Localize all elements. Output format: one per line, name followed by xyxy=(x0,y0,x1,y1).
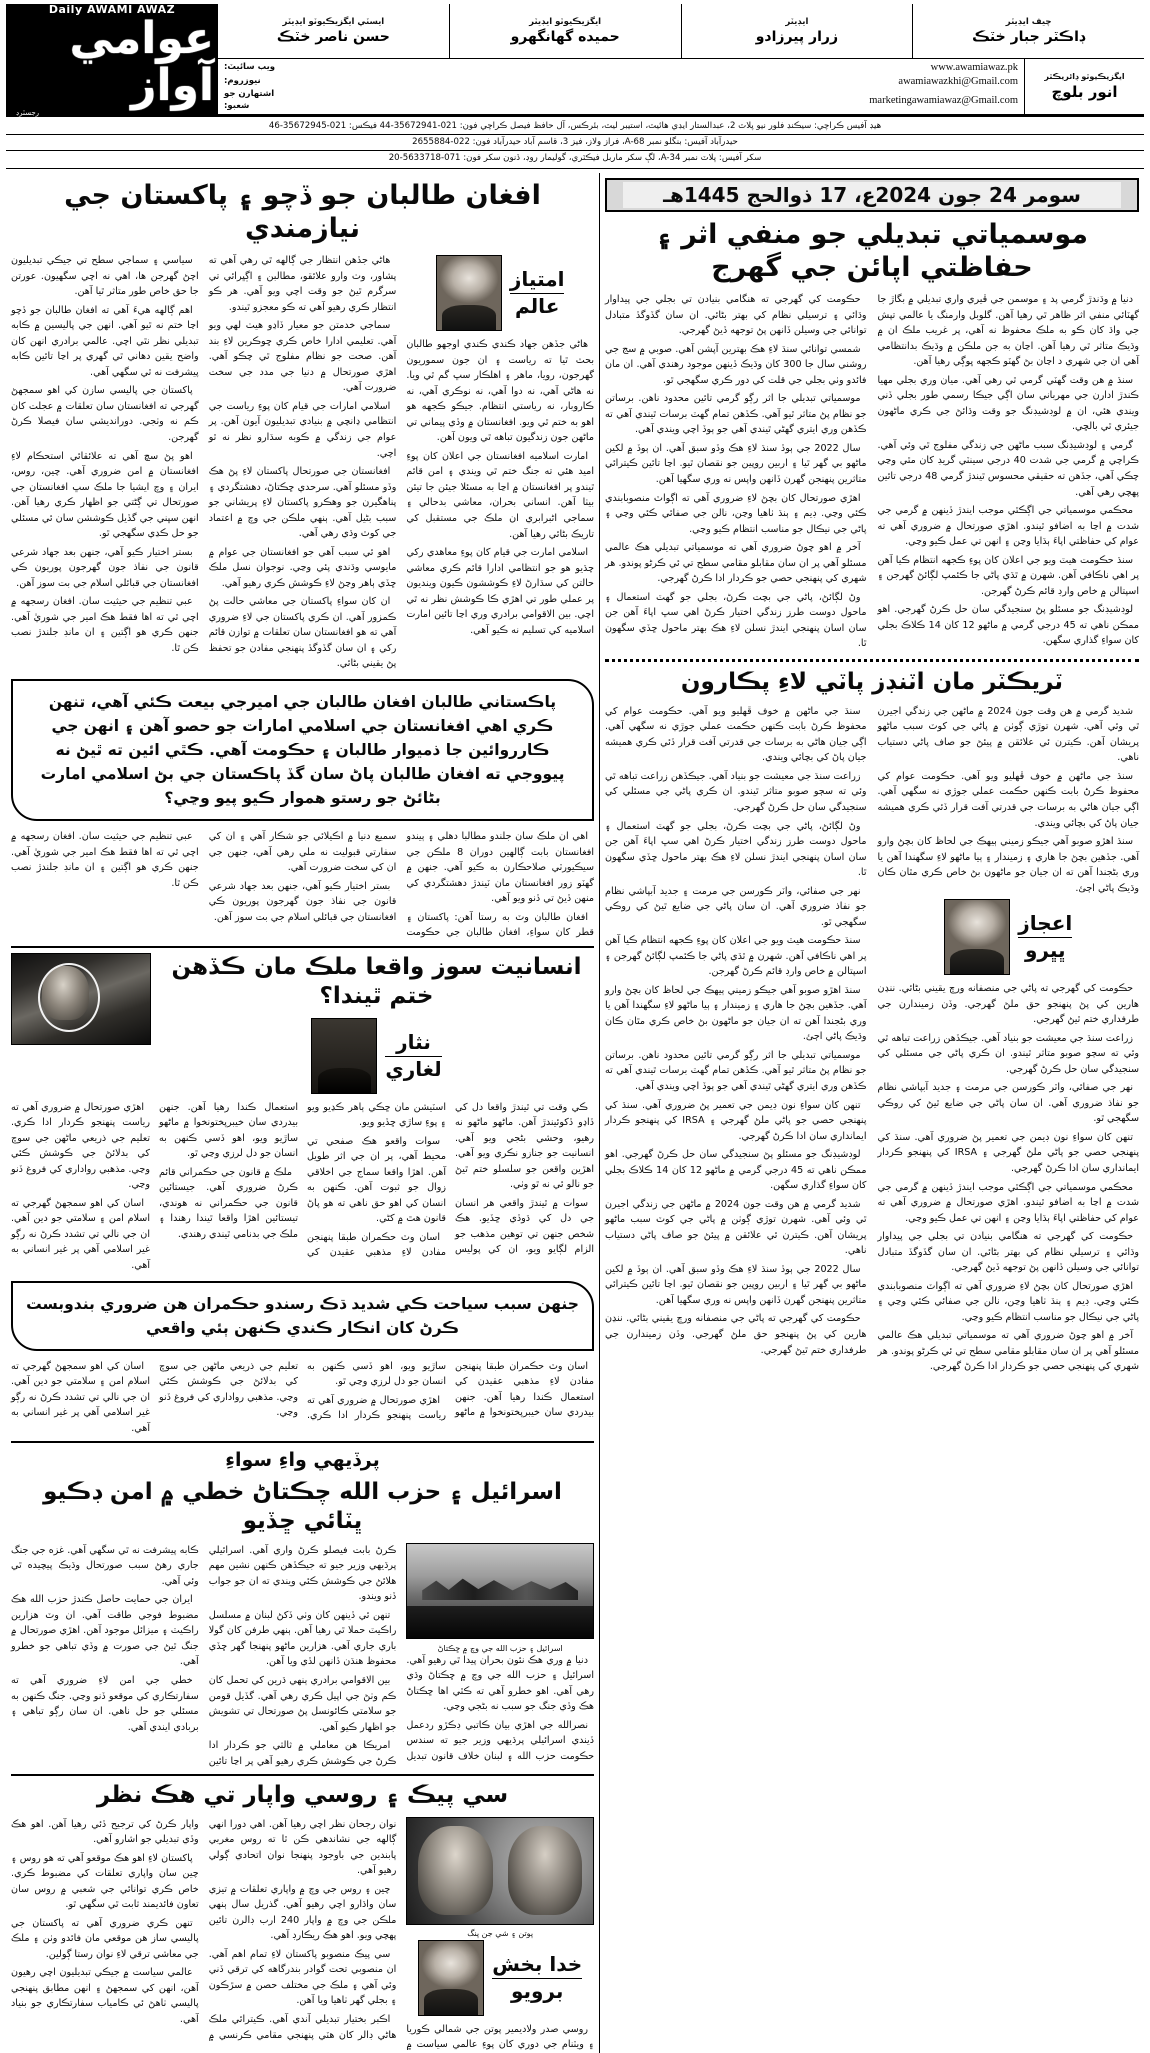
cpec-headline: سي پيڪ ۽ روسي واپار تي هڪ نظر xyxy=(96,1782,509,1809)
paragraph: اسان کي اهو سمجهڻ گهرجي ته اسلام امن ۽ سلامتي جو دين آهي. ان جي نالي تي تشدد ڪرڻ نه رڳو غير اسلامي آهي پر غير انساني به آهي. xyxy=(11,1197,150,1271)
paragraph: گرمي ۽ لوڊشيڊنگ سبب ماڻهن جي زندگي مفلوج ٿي وئي آهي. ڪراچي ۾ گرمي جي شدت 40 درجي سينٽي گريڊ کان مٿي وڃي چڪي آهي، جڏهن ته حقيقي محسوس ٿيندڙ گرمي 48 درجي تائين پهچي رهي آهي. xyxy=(877,439,1139,498)
paragraph: اسان کي اهو سمجهڻ گهرجي ته اسلام امن ۽ سلامتي جو دين آهي. ان جي نالي تي تشدد ڪرڻ نه رڳو غير اسلامي آهي پر غير انساني به آهي. xyxy=(11,1360,150,1434)
paragraph: سال 2022 جي ٻوڏ سنڌ لاءِ هڪ وڏو سبق آهي. ان ٻوڏ ۾ لکين ماڻهو بي گهر ٿيا ۽ اربين روپين جو نقصان ٿيو. اڃا تائين ڪيترائي متاثرين پنهنجن گهرن ڏانهن واپس نه وري سگهيا آهن. xyxy=(605,1263,867,1306)
logo-registered-mark: رجسٽرڊ xyxy=(16,108,40,117)
paragraph: اهو پڻ سچ آهي ته علائقائي استحڪام لاءِ افغانستان ۾ امن ضروري آهي. چين، روس، ايران ۽ وچ ايشيا جا ملڪ سڀ افغانستان جي صورتحال تي ڳڻتي جو اظهار ڪري رهيا آهن. انهن سڀني جي گڏيل ڪوششن سان ئي مسئلي جو حل ڪڍي سگهجي ٿو. xyxy=(11,450,199,540)
paragraph: آخر ۾ اهو چوڻ ضروري آهي ته موسمياتي تبديلي هڪ عالمي مسئلو آهي پر ان سان مقابلو مقامي سطح تي ئي ڪرڻو پوندو. هر شهري کي پنهنجي حصي جو ڪردار ادا ڪرڻ گهرجي. xyxy=(605,542,867,585)
humanity-body xyxy=(11,1100,594,1274)
paragraph: اهڙي صورتحال کان بچڻ لاءِ ضروري آهي ته اڳواٽ منصوبابندي ڪئي وڃي. ڊيم ۽ ٻنڌ ٺاهيا وڃن، نالن جي صفائي ڪئي وڃي ۽ پاڻي جي نيڪال جو مناسب انتظام ڪيو وڃي. xyxy=(605,492,867,535)
author-photo xyxy=(944,899,1010,975)
staff-role: ايڊيٽر xyxy=(785,17,809,27)
staff-role: ايگزيڪيوٽو ايڊيٽر xyxy=(529,17,602,27)
paragraph: لوڊشيڊنگ جو مسئلو پڻ سنجيدگي سان حل ڪرڻ گهرجي. اهو ممڪن ناهي ته 45 درجي گرمي ۾ ماڻهو 12 کان 14 ڪلاڪ بجلي کان سواءِ گذاري سگهن. xyxy=(877,604,1139,647)
cpec-body xyxy=(11,1817,594,2053)
humanity-byline xyxy=(159,1018,594,1094)
address-hyderabad: حيدرآباد آفيس: بنگلو نمبر A-68، فراز ولاز، فيز 3، قاسم آباد حيدرآباد فون: 022-2655884 xyxy=(6,135,1144,151)
humanity-body-2 xyxy=(11,1359,594,1437)
paragraph: تنهن ئي ڏينهن کان وٺي ڏکڻ لبنان ۾ مسلسل راڪيٽ حملا ٿي رهيا آهن. ٻنهي طرفن کان گولا باري جاري آهي. هزارين ماڻهو پنهنجا گهر ڇڏي محفوظ هنڌن ڏانهن لڏي ويا آهن. xyxy=(208,1609,397,1668)
paragraph: اسان وٽ حڪمران طبقا پنهنجن مفادن لاءِ مذهبي عقيدن کي استعمال ڪندا رهيا آهن. جنهن بيدردي سان خيبرپختونخوا ۾ ماڻهو ساڙيو ويو، اهو ڏسي ڪنهن به انسان جو دل لرزي وڃي ٿو. xyxy=(159,1101,446,1259)
author-photo xyxy=(311,1018,377,1094)
paragraph: سوات ۾ ٿيندڙ واقعي هر انسان جي دل کي ڌوڏي ڇڏيو. هڪ شخص جنهن تي توهين مذهب جو الزام لڳايو ويو، ان کي پوليس اسٽيشن مان ڇڪي ٻاهر ڪڍيو ويو ۽ پوءِ ساڙي ڇڏيو ويو. xyxy=(307,1101,594,1256)
paragraph: سنڌ جي ماڻهن ۾ خوف ڦهليو ويو آهي. حڪومت عوام کي محفوظ ڪرڻ بابت ڪنهن حڪمت عملي جوڙي نه سگهي آهي. اڳي جيان هاڻي به برسات جي قدرتي آفت قرار ڏئي ڪري هميشه جيان پاڻ کي بچائي ويندي. xyxy=(605,705,867,764)
paragraph: عبي تنظيم جي حيثيت سان. افغان رسجهه ۾ اچي ٿي ته اها فقط هڪ امير جي شوريٰ آهي. جنهن ڪري هو اڳتين ۽ ان مانڊ جلندڙ نصب ڪن ٿا. xyxy=(11,596,199,654)
masthead xyxy=(6,4,1144,116)
address-sukkur: سکر آفيس: پلاٽ نمبر A-34، لڳ سکر ماربل فيڪٽري، گوليمار روڊ، ڏنون سکر فون: 071-5633718-20 xyxy=(388,152,762,163)
staff-role: ايگزيڪيوٽو ڊائريڪٽر xyxy=(1044,72,1125,81)
author-last-name: برويو xyxy=(510,1978,564,2003)
paragraph: خطي جي امن لاءِ ضروري آهي ته سفارتڪاري کي موقعو ڏنو وڃي. جنگ ڪنهن به مسئلي جو حل ناهي. ان سان رڳو تباهي ۽ بربادي ايندي آهي. xyxy=(11,1675,199,1733)
paragraph: اسلامي امارت جي قيام کان پوءِ معاهدي رکي چڌيو هو جو انتظامي ادارا قائم ڪري معاشي حالتن کي سڌارڻ لاءِ ڪوششون ڪيون وينديون پر عملي طور تي اهڙي ڪا ڪوشش نظر نه ٿي اچي. بين الاقوامي برادري وري اڃا تائين امارت اسلاميه کي تسليم نه ڪيو آهي. xyxy=(406,547,594,636)
paragraph: حڪومت کي گهرجي ته هنگامي بنيادن تي بجلي جي پيداوار وڌائي ۽ ترسيلي نظام کي بهتر بڻائي. ان سان گڏوگڏ متبادل توانائي جي وسيلن ڏانهن پڻ توجهه ڏيڻ گهرجي. xyxy=(877,1231,1139,1274)
paragraph: اهي ان ملڪ سان جلندو مطالبا دهلي ۽ ٻيندو افغانستان بابت ڳالهين دوران 8 ملڪن جي سيڪيورٽي صلاحڪارن به ڪيو آهي. جنهن ۾ گهٽو زور افغانستان مان ٽيندڙ دهشتگردي کي منهن ڏيڻ تي ڏنو ويو آهي. xyxy=(406,831,594,905)
author-name xyxy=(1018,911,1072,963)
date-text: سومر 24 جون 2024ع، 17 ذوالحج 1445هـ xyxy=(623,182,1121,208)
author-name xyxy=(510,267,565,319)
paragraph: نهر جي صفائي، واٽر ڪورسن جي مرمت ۽ جديد آبپاشي نظام جو نفاذ ضروري آهي. ان سان پاڻي جي ضايع ٿيڻ کي روڪي سگهجي ٿو. xyxy=(605,885,867,928)
paragraph: شمسي توانائي سنڌ لاءِ هڪ بهترين آپشن آهي. صوبي ۾ سج جي روشني سال جا 300 کان وڌيڪ ڏينهن موجود رهندي آهي. ان مان فائدو وٺي بجلي جي قلت کي دور ڪري سگهجي ٿو. xyxy=(605,343,867,386)
paragraph: سنڌ اهڙو صوبو آهي جيڪو زميني ٻيهڪ جي لحاظ کان بچڻ وارو آهي. جڏهين بچڻ جا هاري ۽ زميندار ۽ ٻيا ماڻهو لاءِ سگهندا آهن يا وري بڻجندا آهن ته ان جيان جو ماڻهون بڻ خاص ڪري مٿان ڪان وڌيڪ پاڻي اڄئ. xyxy=(877,836,1139,894)
article-afghan xyxy=(11,179,594,941)
paragraph: سوات واقعو هڪ صفحي تي محيط آهي، پر ان جي اثر طويل آهن. اهڙا واقعا سماج جي اخلاقي زوال جو ثبوت آهن. ڪنهن به انسان کي اهو حق ناهي ته هو پاڻ قانون هٿ ۾ کڻي. xyxy=(307,1135,446,1225)
paragraph: سي پيڪ منصوبو پاکستان لاءِ تمام اهم آهي. ان منصوبي تحت گوادر بندرگاهه کي ترقي ڏني وئي آهي ۽ ملڪ جي مختلف حصن ۾ سڙڪون ۽ بجلي گهر ٺاهيا ويا آهن. xyxy=(208,1948,397,2007)
section-divider xyxy=(605,659,1139,662)
paragraph: پاکستان جي پاليسي سازن کي اهو سمجهڻ گهرجي ته افغانستان سان تعلقات ۾ عجلت کان ڪم نه وٺجي. دورانديشي سان فيصلا ڪرڻ گهرجن. xyxy=(11,385,199,444)
staff-assistant-executive-editor xyxy=(218,4,449,58)
masthead-staff-block xyxy=(218,4,1144,114)
tractor-headline: ٽريڪٽر مان اٽنڊز پاٽي لاءِ پڪارون xyxy=(680,669,1064,696)
paragraph: ان کان سواءِ پاکستان جي معاشي حالت پڻ ڪمزور آهي. ان ڪري پاکستان جي لاءِ ضروري آهي ته هو افغانستان سان تعلقات ۾ توازن قائم رکي ۽ ان سان گڏوگڏ پنهنجي مفادن جو تحفظ پڻ يقيني بڻائي. xyxy=(208,596,397,670)
humanity-head-area xyxy=(11,953,594,1100)
ads-email[interactable]: marketingawamiawaz@Gmail.com xyxy=(869,94,1018,106)
paragraph: وڻ لڳائڻ، پاڻي جي بچت ڪرڻ، بجلي جو گهٽ استعمال ۽ ماحول دوست طرز زندگي اختيار ڪرڻ اهي سڀ اپاءَ آهن جن سان اسان پنهنجي ايندڙ نسلن لاءِ هڪ بهتر ماحول ڇڏي سگهون ٿا. xyxy=(605,591,867,650)
staff-row xyxy=(218,4,1144,59)
right-column xyxy=(599,173,1144,2053)
cpec-photo xyxy=(406,1817,594,1925)
staff-executive-director xyxy=(1024,59,1144,114)
paragraph: سماجي خدمتن جو معيار ڏاڍو هيٺ لهي ويو آهي. تعليمي ادارا خاص ڪري ڇوڪرين لاءِ بند آهن. صحت جو نظام مفلوج ٿي چڪو آهي. اهڙي صورتحال ۾ دنيا جي مدد جي سخت ضرورت آهي. xyxy=(208,320,397,394)
paragraph: موسمياتي تبديلي جا اثر رڳو گرمي تائين محدود ناهن. برساتن جو نظام پڻ متاثر ٿيو آهي. ڪڏهن تمام گهٽ برسات ٿيندي آهي ته ڪڏهن وري ايتري گهڻي ٿيندي آهي جو ٻوڏ اچي ويندي آهي. xyxy=(605,393,867,436)
paragraph: حڪومت کي گهرجي ته هنگامي بنيادن تي بجلي جي پيداوار وڌائي ۽ ترسيلي نظام کي بهتر بڻائي. ان سان گڏوگڏ متبادل توانائي جي وسيلن ڏانهن پڻ توجهه ڏيڻ گهرجي. xyxy=(605,294,867,337)
afghan-body-bottom xyxy=(11,829,594,941)
section-divider xyxy=(11,1774,594,1776)
author-last-name: عالم xyxy=(514,294,560,319)
website-url[interactable]: www.awamiawaz.pk xyxy=(930,61,1018,73)
author-photo xyxy=(436,255,502,331)
paragraph: اسلامي امارات جي قيام کان پوءِ رياست جي انتظامي ڍانچي ۾ بنيادي تبديليون آيون آهن. پر عوام جي زندگي ۾ ڪوبه سڌارو نظر نه ٿو اچي. xyxy=(208,400,397,459)
contact-label: نيوزروم: xyxy=(224,76,261,87)
contact-label: ويب سائيٽ: xyxy=(224,62,276,73)
office-addresses xyxy=(6,116,1144,169)
paragraph: وڻ لڳائڻ، پاڻي جي بچت ڪرڻ، بجلي جو گهٽ استعمال ۽ ماحول دوست طرز زندگي اختيار ڪرڻ اهي سڀ اپاءَ آهن جن سان اسان پنهنجي ايندڙ نسلن لاءِ هڪ بهتر ماحول ڇڏي سگهون ٿا. xyxy=(605,820,867,879)
climate-body xyxy=(605,292,1139,653)
paragraph: حڪومت کي گهرجي ته پاڻي جي منصفانه ورڇ يقيني بڻائي. ننڍن هارين کي پڻ پنهنجو حق ملڻ گهرجي. وڏن زميندارن جي طرفداري ختم ٿيڻ گهرجي. xyxy=(605,1313,867,1356)
paragraph: سنڌ اهڙو صوبو آهي جيڪو زميني ٻيهڪ جي لحاظ کان بچڻ وارو آهي. جڏهين بچڻ جا هاري ۽ زميندار ۽ ٻيا ماڻهو لاءِ سگهندا آهن يا وري بڻجندا آهن ته ان جيان جو ماڻهون بڻ خاص ڪري مٿان ڪان وڌيڪ پاڻي اڄئ. xyxy=(605,984,867,1043)
paragraph: زراعت سنڌ جي معيشت جو بنياد آهي. جيڪڏهن زراعت تباهه ٿي وئي ته سڄو صوبو متاثر ٿيندو. ان ڪري پاڻي جي مسئلي کي سنجيدگي سان حل ڪرڻ گهرجي. xyxy=(877,1032,1139,1075)
paragraph: روسي صدر ولاديمير پوتن جي شمالي ڪوريا ۽ ويٽنام جي دوري کان پوءِ عالمي سياست ۾ نوان رجحان نظر اچي رهيا آهن. اهي دورا انهي ڳالهه جي نشاندهي ڪن ٿا ته روس مغربي پابندين جي باوجود پنهنجا نوان اتحادي ڳولي رهيو آهي. xyxy=(208,1818,594,2051)
staff-name: ڊاڪٽر جبار خٽڪ xyxy=(972,29,1086,45)
paragraph: شديد گرمي ۾ هن وقت جون 2024 ۾ ماڻهن جي زندگي اجيرن ٿي وئي آهي. شهرن توڙي ڳوٺن ۾ پاڻي جي کوٽ سبب ماڻهو پريشان آهن. ڪيترن ئي علائقن ۾ پيئڻ جو صاف پاڻي دستياب ناهي. xyxy=(877,705,1139,764)
newsroom-email[interactable]: awamiawazkhi@Gmail.com xyxy=(898,76,1018,88)
paragraph: سنڌ حڪومت هيٽ ويو جي اعلان کان پوءِ ڪجهه انتظام ڪيا آهن پر اهي ناڪافي آهن. شهرن ۾ ٿڌي پاڻي جا ڪئمپ لڳائڻ گهرجن ۽ اسپتالن ۾ خاص وارڊ قائم ڪرڻ گهرجن. xyxy=(605,935,867,978)
paragraph: آخر ۾ اهو چوڻ ضروري آهي ته موسمياتي تبديلي هڪ عالمي مسئلو آهي پر ان سان مقابلو مقامي سطح تي ئي ڪرڻو پوندو. هر شهري کي پنهنجي حصي جو ڪردار ادا ڪرڻ گهرجي. xyxy=(877,1330,1139,1373)
paragraph: سنڌ ۾ هن وقت گهٽي گرمي ٿي رهي آهي. ميان وري بجلي مهيا ڪندڙ ادارن جي مهرباني سان اڳي جيڪا رسمي طور بجلي ڏني ويندي هئي، ان ۾ لوڊشيڊنگ جو وقت وڌائڻ جي ڪري ماڻهون جيئري ٿي بالڇي. xyxy=(877,374,1139,433)
paragraph: حڪومت کي گهرجي ته پاڻي جي منصفانه ورڇ يقيني بڻائي. ننڍن هارين کي پڻ پنهنجو حق ملڻ گهرجي. وڏن زميندارن جي طرفداري ختم ٿيڻ گهرجي. xyxy=(877,983,1139,1026)
left-column xyxy=(6,173,599,2053)
paragraph: هاڻي جڏهن انتظار جي ڳالهه ٿي رهي آهي ته پشاور، وٺ وارو علائقو، مطالبن ۽ اڳڀرائي تي سرگرم ٿيڻ جو وقت اچي ويو آهي. هر ڪو انتظار ڪري رهيو آهي ته ڪو معجزو ٿيندو. xyxy=(208,255,397,313)
author-photo xyxy=(418,1940,484,2016)
article-tractor xyxy=(605,668,1139,1375)
paragraph: موسمياتي تبديلي جا اثر رڳو گرمي تائين محدود ناهن. برساتن جو نظام پڻ متاثر ٿيو آهي. ڪڏهن تمام گهٽ برسات ٿيندي آهي ته ڪڏهن وري ايتري گهڻي ٿيندي آهي جو ٻوڏ اچي ويندي آهي. xyxy=(605,1049,867,1093)
paragraph: امارت اسلاميه افغانستان جي اعلان کان پوءِ اميد هئي ته جنگ ختم ٿي ويندي ۽ امن قائم ٿيندو پر افغانستان ۾ اڃا به مسئلا جيئن جا تيئن بيٺا آهن. انساني بحران، معاشي بدحالي ۽ سماجي اڻبرابري ان ملڪ جي مستقبل کي تاريڪ بڻائي رهيا آهن. xyxy=(406,450,594,540)
israel-kicker: پرڏيهي واءِ سواءِ xyxy=(225,1449,380,1472)
paragraph: محڪمي موسمياتي جي اڳڪٿي موجب ايندڙ ڏينهن ۾ گرمي جي شدت ۾ اڃا به اضافو ٿيندو. اهڙي صورتحال ۾ ضروري آهي ته عوام کي حفاظتي اپاءَ ٻڌايا وڃن ۽ انهن تي عمل ڪيو وڃي. xyxy=(877,505,1139,548)
paragraph: نهر جي صفائي، واٽر ڪورسن جي مرمت ۽ جديد آبپاشي نظام جو نفاذ ضروري آهي. ان سان پاڻي جي ضايع ٿيڻ کي روڪي سگهجي ٿو. xyxy=(877,1082,1139,1125)
staff-executive-editor xyxy=(449,4,681,58)
logo-sindhi-text: عوامي آواز xyxy=(69,13,214,111)
paragraph: محڪمي موسمياتي جي اڳڪٿي موجب ايندڙ ڏينهن ۾ گرمي جي شدت ۾ اڃا به اضافو ٿيندو. اهڙي صورتحال ۾ ضروري آهي ته عوام کي حفاظتي اپاءَ ٻڌايا وڃن ۽ انهن تي عمل ڪيو وڃي. xyxy=(877,1181,1139,1224)
page-body xyxy=(6,173,1144,2053)
newspaper-logo xyxy=(6,3,218,117)
author-first-name: امتياز xyxy=(510,267,565,294)
paragraph: اهڙي صورتحال کان بچڻ لاءِ ضروري آهي ته اڳواٽ منصوبابندي ڪئي وڃي. ڊيم ۽ ٻنڌ ٺاهيا وڃن، نالن جي صفائي ڪئي وڃي ۽ پاڻي جي نيڪال جو مناسب انتظام ڪيو وڃي. xyxy=(877,1280,1139,1323)
paragraph: اهڙي صورتحال ۾ ضروري آهي ته رياست پنهنجو ڪردار ادا ڪري. تعليم جي ذريعي ماڻهن جي سوچ کي بدلائڻ جي ڪوشش ڪئي وڃي. مذهبي رواداري کي فروغ ڏنو وڃي. xyxy=(159,1360,446,1422)
logo-english-text: Daily AWAMI AWAZ xyxy=(48,3,176,17)
contact-lines xyxy=(218,59,1024,114)
israel-photo-caption: اسرائيل ۽ حزب الله جي وچ ۾ ڇڪتاڻ xyxy=(437,1643,563,1653)
paragraph: سال 2022 جي ٻوڏ سنڌ لاءِ هڪ وڏو سبق آهي. ان ٻوڏ ۾ لکين ماڻهو بي گهر ٿيا ۽ اربين روپين جو نقصان ٿيو. اڃا تائين ڪيترائي متاثرين پنهنجن گهرن ڏانهن واپس نه وري سگهيا آهن. xyxy=(605,442,867,486)
paragraph: افغان طالبان وٽ به رستا آهن: پاکستان ۽ قطر کان سواءِ، افغان طالبان جي حڪومت سميع دنيا ۾ اڪيلائي جو شڪار آهي ۽ ان کي سفارتي قبوليت نه ملي رهي آهي، جنهن جي ان کي سخت ضرورت آهي. xyxy=(208,831,594,939)
staff-name: حميده گهانگهرو xyxy=(510,29,620,45)
afghan-body-top xyxy=(11,253,594,672)
article-cpec xyxy=(11,1781,594,2053)
afghan-byline xyxy=(406,255,594,331)
paragraph: اڪبر بختيار تبديلي آندي آهي. ڪيترائي ملڪ هاڻي ڊالر کان هٽي پنهنجي مقامي ڪرنسي ۾ واپار ڪرڻ کي ترجيح ڏئي رهيا آهن. اهو هڪ وڏي تبديلي جو اشارو آهي. xyxy=(11,1818,397,2041)
paragraph: سنڌ جي ماڻهن ۾ خوف ڦهليو ويو آهي. حڪومت عوام کي محفوظ ڪرڻ بابت ڪنهن حڪمت عملي جوڙي نه سگهي آهي. اڳي جيان هاڻي به برسات جي قدرتي آفت قرار ڏئي ڪري هميشه جيان پاڻ کي بچائي ويندي. xyxy=(877,770,1139,829)
paragraph: ايران جي حمايت حاصل ڪندڙ حزب الله هڪ مضبوط فوجي طاقت آهي. ان وٽ هزارين راڪيٽ ۽ ميزائل موجود آهن. اهڙي صورتحال ۾ جنگ ٿيڻ جي صورت ۾ وڏي تباهي جو خطرو آهي. xyxy=(11,1594,199,1668)
contact-website xyxy=(224,61,1018,75)
author-last-name: لغاري xyxy=(385,1056,442,1081)
cpec-photo-caption: پوتن ۽ شي جن پنگ xyxy=(467,1928,534,1938)
paragraph: دنيا ۾ وڌندڙ گرمي پد ۽ موسمن جي ڦيري واري تبديلي ۾ بگاڙ جا گهٽائي منفي اثر ظاهر ٿي رهيا آهن. گلوبل وارمنگ يا عالمي تپش جي واڌ کان ڪو به ملڪ محفوظ نه آهي، پر غريب ملڪ ان ۾ وڌيڪ متاثر ٿي رهيا آهن. اڃان به جن ملڪن ۾ وڌيڪ بدانتظامي آهي ان جي شهري د اڃان بڻ گهٽو ڪجهه ڀوڳي رهيا آهن. xyxy=(877,294,1139,368)
tractor-body xyxy=(605,704,1139,1375)
paragraph: پاکستان لاءِ اهو هڪ موقعو آهي ته هو روس ۽ چين سان واپاري تعلقات کي مضبوط ڪري. خاص ڪري توانائي جي شعبي ۾ روس سان تعاون فائديمند ثابت ٿي سگهي ٿو. xyxy=(11,1852,199,1911)
paragraph: امريڪا هن معاملي ۾ ثالثي جو ڪردار ادا ڪرڻ جي ڪوشش ڪري رهيو آهي پر اڃا تائين ڪابه پيشرفت نه ٿي سگهي آهي. غزه جي جنگ جاري رهڻ سبب صورتحال وڌيڪ پيچيده ٿي وئي آهي. xyxy=(11,1544,397,1767)
paragraph: اسان وٽ حڪمران طبقا پنهنجن مفادن لاءِ مذهبي عقيدن کي استعمال ڪندا رهيا آهن. جنهن بيدردي سان خيبرپختونخوا ۾ ماڻهو ساڙيو ويو، اهو ڏسي ڪنهن به انسان جو دل لرزي وڃي ٿو. xyxy=(307,1360,594,1419)
paragraph: ملڪ ۾ قانون جي حڪمراني قائم ڪرڻ ضروري آهي. جيستائين قانون جي حڪمراني نه هوندي، تيستائين اهڙا واقعا ٿيندا رهندا ۽ ملڪ جي بدنامي ٿيندي رهندي. xyxy=(159,1166,298,1240)
paragraph: سياسي ۽ سماجي سطح تي جيڪي تبديليون اچڻ گهرجن ها، اهي نه اچي سگهيون. عورتن جا حق خاص طور متاثر ٿيا آهن. xyxy=(11,255,199,298)
staff-role: چيف ايڊيٽر xyxy=(1005,17,1052,27)
paragraph: تنهن کان سواءِ نون ڊيمن جي تعمير پڻ ضروري آهي. سنڌ کي پنهنجي حصي جو پاڻي ملڻ گهرجي ۽ IRSA کي پنهنجو ڪردار ايمانداري سان ادا ڪرڻ گهرجي. xyxy=(605,1099,867,1142)
staff-role: ايسٽي ايگزيڪيوٽو ايڊيٽر xyxy=(282,17,385,27)
paragraph: اهڙي صورتحال ۾ ضروري آهي ته رياست پنهنجو ڪردار ادا ڪري. تعليم جي ذريعي ماڻهن جي سوچ کي بدلائڻ جي ڪوشش ڪئي وڃي. مذهبي رواداري کي فروغ ڏنو وڃي. xyxy=(11,1101,150,1191)
climate-headline: موسمياتي تبديلي جو منفي اثر ۽ حفاظتي اپائن جي گهرج xyxy=(655,218,1089,284)
humanity-photo xyxy=(11,953,151,1045)
paragraph: شديد گرمي ۾ هن وقت جون 2024 ۾ ماڻهن جي زندگي اجيرن ٿي وئي آهي. شهرن توڙي ڳوٺن ۾ پاڻي جي کوٽ سبب ماڻهو پريشان آهن. ڪيترن ئي علائقن ۾ پيئڻ جو صاف پاڻي دستياب ناهي. xyxy=(605,1198,867,1257)
author-last-name: ڀڀرو xyxy=(1024,938,1066,963)
paragraph: بستر اختيار ڪيو آهي، جنهن بعد جهاد شرعي قانون جي نفاذ جون گهرجون پوريون ڪي افغانستان جي قبائلي اسلام جي بت سوز آهن. xyxy=(11,546,199,589)
paragraph: ڪي وقت تي ٿيندڙ واقعا دل کي ڏاڍو ڏکوئيندڙ آهن. ماڻهو ماڻهو نه رهيو، وحشي بڻجي ويو آهي. انسانيت جو جنازو نڪري ويو آهي. اهڙين واقعن جو سلسلو ختم ٿيڻ جو نالو ئي نه ٿو وٺي. xyxy=(455,1101,594,1191)
paragraph: عالمي سياست ۾ جيڪي تبديليون اچي رهيون آهن، انهن کي سمجهڻ ۽ انهن مطابق پنهنجي پاليسي ٺاهڻ ئي ڪامياب سفارتڪاري جو بنياد آهي. xyxy=(11,1967,199,2025)
cpec-byline xyxy=(406,1940,594,2016)
staff-name: حسن ناصر خٽڪ xyxy=(276,29,390,45)
paragraph: سنڌ حڪومت هيٽ ويو جي اعلان کان پوءِ ڪجهه انتظام ڪيا آهن پر اهي ناڪافي آهن. شهرن ۾ ٿڌي پاڻي جا ڪئمپ لڳائڻ گهرجن ۽ اسپتالن ۾ خاص وارڊ قائم ڪرڻ گهرجن. xyxy=(877,554,1139,597)
tractor-byline xyxy=(878,899,1140,975)
israel-body xyxy=(11,1543,594,1769)
author-first-name: نثار xyxy=(385,1030,441,1057)
article-humanity xyxy=(11,953,594,1436)
israel-headline: اسرائيل ۽ حزب الله چڪتاڻ خطي ۾ امن ڊڪيو ڀٽائي ڇڏيو xyxy=(43,1478,562,1535)
contact-label: اشتهارن جو شعبو: xyxy=(224,89,275,111)
paragraph: لوڊشيڊنگ جو مسئلو پڻ سنجيدگي سان حل ڪرڻ گهرجي. اهو ممڪن ناهي ته 45 درجي گرمي ۾ ماڻهو 12 کان 14 ڪلاڪ بجلي کان سواءِ گذاري سگهن. xyxy=(605,1149,867,1192)
article-israel xyxy=(11,1448,594,1769)
paragraph: چين ۽ روس جي وچ ۾ واپاري تعلقات ۾ تيزي سان واڌارو اچي رهيو آهي. گذريل سال ٻنهي ملڪن جي وچ ۾ واپار 240 ارب ڊالرن تائين پهچي ويو. اهو هڪ ريڪارڊ آهي. xyxy=(208,1883,397,1942)
date-bar xyxy=(605,178,1139,212)
author-first-name: اعجاز xyxy=(1018,911,1072,938)
paragraph: اهم ڳالهه هيءَ آهي ته افغان طالبان جو ڏچو اڃا ختم نه ٿيو آهي. انهن جي پاليسين ۾ ڪابه تبديلي نظر نٿي اچي. عالمي برادري انهن کان واضح يقين دهاني ٿي گهري پر اڃا تائين ڪابه پيشرفت نه ٿي سگهي آهي. xyxy=(11,304,199,378)
paragraph: تنهن ڪري ضروري آهي ته پاکستان جي پاليسي ساز هن موقعي مان فائدو وٺن ۽ ملڪ جي معاشي ترقي لاءِ نوان رستا ڳولين. xyxy=(11,1917,199,1960)
article-climate xyxy=(605,218,1139,654)
author-first-name: خدا بخش xyxy=(492,1952,582,1979)
staff-name: انور بلوچ xyxy=(1051,83,1118,101)
paragraph: افغانستان جي صورتحال پاکستان لاءِ پڻ هڪ وڏو مسئلو آهي. سرحدي ڇڪتاڻ، دهشتگردي ۽ پناهگيرن جو وهڪرو پاکستان لاءِ پريشاني جو سبب بڻيل آهي. ٻنهي ملڪن جي وچ ۾ اعتماد جي کوٽ وڌي رهي آهي. xyxy=(208,466,397,540)
paragraph: عبي تنظيم جي حيثيت سان. افغان رسجهه ۾ اچي ٿي ته اها فقط هڪ امير جي شوريٰ آهي. جنهن ڪري هو اڳتين ۽ ان مانڊ جلندڙ نصب ڪن ٿا. xyxy=(11,831,199,889)
staff-name: زرار پيرزادو xyxy=(755,29,839,45)
author-name xyxy=(385,1030,441,1082)
humanity-pullquote: جنهن سبب سياحت ڪي شديد ڌڪ رسندو حڪمران هن ضروري بندوبست ڪرڻ کان انڪار ڪندي ڪنهن ٻئي واقعي xyxy=(11,1281,594,1351)
israel-photo xyxy=(406,1543,594,1639)
afghan-pullquote: پاڪستاني طالبان افغان طالبان جي اميرجي بيعت ڪئي آهي، تنهن ڪري اهي افغانستان جي اسلامي امارات جو حصو آهن ۽ انهن جي ڪارروائين جا ذميوار طالبان ۽ حڪومت آهي. ڪٿي ائين ته ٿيڻ نه پيووجي ته افغان طالبان پاڻ سان گڏ پاڪستان جي بڻ اسلامي امارت بڻائڻ جو رستو هموار ڪيو پيو وڃي؟ xyxy=(11,679,594,821)
staff-editor xyxy=(681,4,913,58)
afghan-headline: افغان طالبان جو ڏچو ۽ پاکستان جي نيازمندي xyxy=(64,179,541,245)
humanity-headline: انسانيت سوز واقعا ملڪ مان ڪڏهن ختم ٿيندا؟ xyxy=(171,953,582,1010)
paragraph: بين الاقوامي برادري ٻنهي ڌرين کي تحمل کان ڪم وٺڻ جي اپيل ڪري رهي آهي. گڏيل قومن جو سلامتي ڪائونسل پڻ صورتحال تي تشويش جو اظهار ڪيو آهي. xyxy=(208,1675,397,1733)
contact-newsroom xyxy=(224,75,1018,89)
paragraph: دنيا ۾ وري هڪ نئون بحران پيدا ٿي رهيو آهي. اسرائيل ۽ حزب الله جي وچ ۾ ڇڪتاڻ وڌي رهي آهي. اهو خطرو آهي ته ڪٿي اها ڇڪتاڻ هڪ وڏي جنگ جو سبب نه بڻجي وڃي. xyxy=(406,1654,594,1713)
paragraph: هاڻي جڏهن جهاد ڪندي ڪندي اوجهو طالبان بحث ٿيا ته رياست ۽ ان جون سموريون گهرجون، رويا، ماهر ۽ اهلڪار سڀ گم ٿي ويا. نه هاڻي آهي، نه دوا آهي، نه نوڪري آهي، نه ڪاروبار، نه رياستي انتظام. جيڪو ڪجهه هو اهو به ختم ٿي ويو. افغانستان ۾ وڏي پيماني تي ماڻهن جون زندگيون تباهه ٿي ويون آهن. xyxy=(406,339,594,444)
contact-ads xyxy=(224,89,1018,112)
paragraph: تنهن کان سواءِ نون ڊيمن جي تعمير پڻ ضروري آهي. سنڌ کي پنهنجي حصي جو پاڻي ملڻ گهرجي ۽ IRSA کي پنهنجو ڪردار ايمانداري سان ادا ڪرڻ گهرجي. xyxy=(877,1131,1140,1175)
paragraph: نصرالله جي اهڙي بيان ڪاتبي ڊڪڙو ردعمل ڏيندي اسرائيلي پرڌيهي وزير جيو ته سندس حڪومت حزب الله ۽ لبنان خلاف قانون تبديل ڪرڻ بابت فيصلو ڪرڻ واري آهي. اسرائيلي پرڌيهي وزير جيو ته جيڪڏهن ڪنهن نشين مهم هلائڻ جي ڪوشش ڪئي ويندي ته ان جو جواب ڏنو ويندو. xyxy=(208,1544,594,1762)
section-divider xyxy=(11,1441,594,1443)
paragraph: بستر اختيار ڪيو آهي، جنهن بعد جهاد شرعي قانون جي نفاذ جون گهرجون پوريون ڪي افغانستان جي قبائلي اسلام جي بت سوز آهن. xyxy=(208,880,397,923)
author-name xyxy=(492,1952,582,2004)
paragraph: اهو ئي سبب آهي جو افغانستان جي عوام ۾ مايوسي وڌندي پئي وڃي. نوجوان نسل ملڪ ڇڏي ٻاهر وڃڻ لاءِ ڪوشش ڪري رهيو آهي. xyxy=(208,546,397,589)
paragraph: زراعت سنڌ جي معيشت جو بنياد آهي. جيڪڏهن زراعت تباهه ٿي وئي ته سڄو صوبو متاثر ٿيندو. ان ڪري پاڻي جي مسئلي کي سنجيدگي سان حل ڪرڻ گهرجي. xyxy=(605,770,867,813)
contact-row xyxy=(218,59,1144,114)
section-divider xyxy=(11,946,594,948)
staff-chief-editor xyxy=(912,4,1144,58)
address-karachi: هيڊ آفيس ڪراچي: سيڪنڊ فلور نيو پلاٽ 2، عبدالستار ايڊي هائيٽ، استيبر ليٽ، بئرڪس، آل حافظ فيصل ڪراچي فون: 021-35672941-44 فيڪس: 021-35672945-46 xyxy=(6,119,1144,135)
